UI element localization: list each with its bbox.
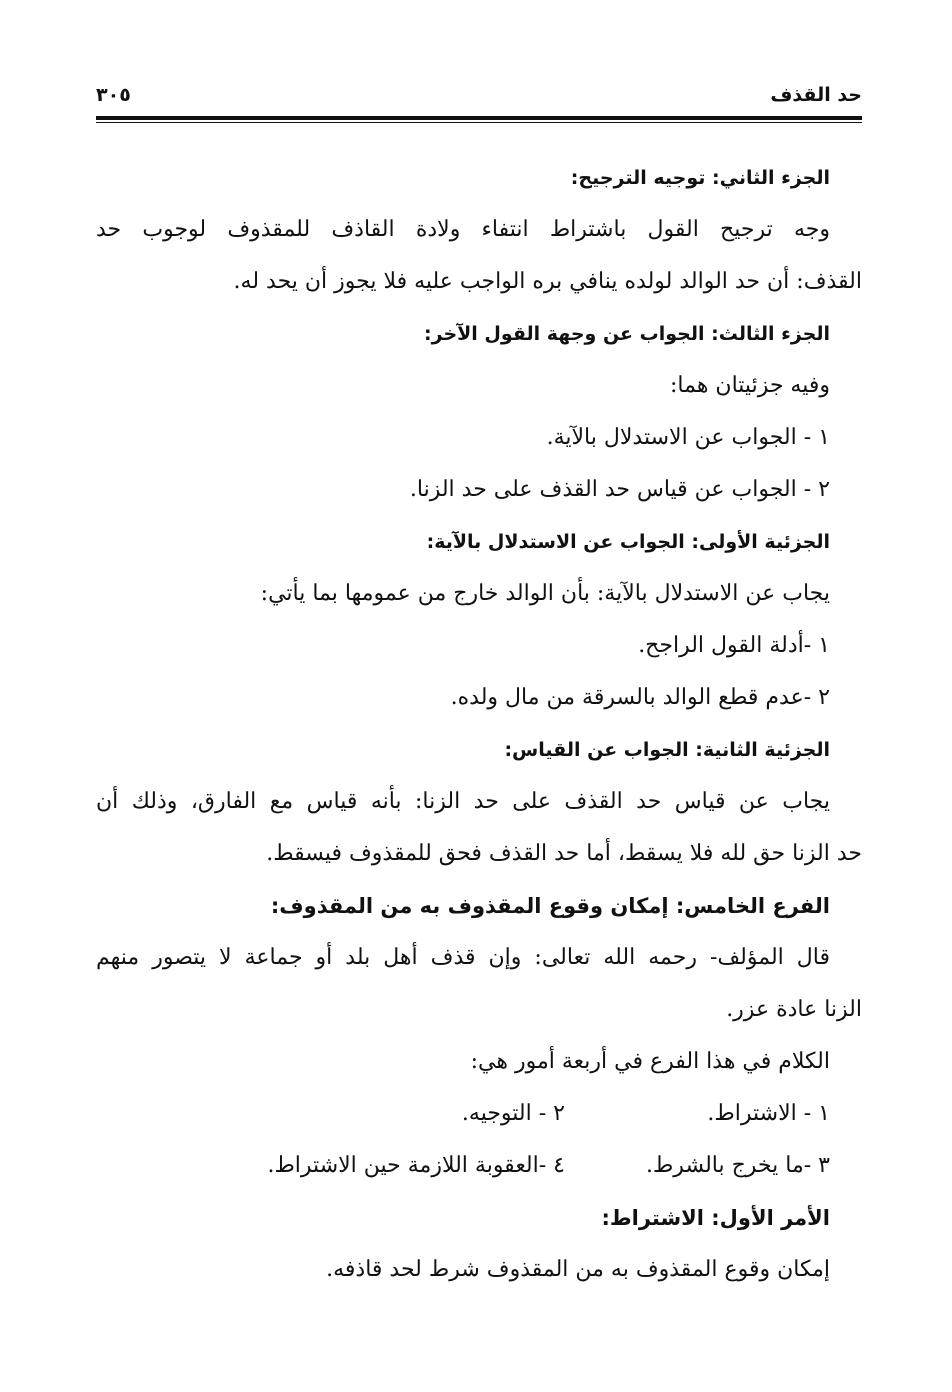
header-rule-thick	[96, 116, 862, 120]
paragraph-line: يجاب عن الاستدلال بالآية: بأن الوالد خارج من عمومها بما يأتي:	[260, 581, 830, 606]
section-heading: الجزء الثالث: الجواب عن وجهة القول الآخر:	[424, 323, 830, 345]
paragraph-line: وفيه جزئيتان هما:	[670, 373, 830, 398]
list-item: ٢ - التوجيه.	[461, 1101, 565, 1126]
list-item: ١ -أدلة القول الراجح.	[638, 633, 830, 658]
section-heading: الجزئية الأولى: الجواب عن الاستدلال بالآية:	[426, 531, 830, 553]
list-item: ٣ -ما يخرج بالشرط.	[645, 1153, 830, 1178]
paragraph-line: الكلام في هذا الفرع في أربعة أمور هي:	[470, 1049, 830, 1074]
list-row	[96, 1140, 862, 1192]
paragraph-line: وجه ترجيح القول باشتراط انتفاء ولادة القاذف للمقذوف لوجوب حد	[96, 217, 830, 242]
paragraph-line: يجاب عن قياس حد القذف على حد الزنا: بأنه قياس مع الفارق، وذلك أن	[96, 789, 830, 814]
paragraph-line: الزنا عادة عزر.	[726, 997, 862, 1022]
page-number: ٣٠٥	[96, 84, 131, 106]
paragraph-line: قال المؤلف- رحمه الله تعالى: وإن قذف أهل بلد أو جماعة لا يتصور منهم	[96, 945, 830, 970]
branch-heading: الفرع الخامس: إمكان وقوع المقذوف به من المقذوف:	[270, 894, 830, 918]
paragraph-line: حد الزنا حق لله فلا يسقط، أما حد القذف فحق للمقذوف فيسقط.	[266, 841, 862, 866]
header-title: حد القذف	[770, 84, 862, 106]
section-heading: الجزئية الثانية: الجواب عن القياس:	[504, 739, 830, 761]
section-heading: الأمر الأول: الاشتراط:	[601, 1206, 830, 1230]
paragraph-line: القذف: أن حد الوالد لولده ينافي بره الواجب عليه فلا يجوز أن يحد له.	[233, 269, 862, 294]
list-item: ٤ -العقوبة اللازمة حين الاشتراط.	[267, 1153, 565, 1178]
running-header	[96, 84, 862, 114]
list-row	[96, 1088, 862, 1140]
paragraph-line: إمكان وقوع المقذوف به من المقذوف شرط لحد قاذفه.	[326, 1257, 830, 1282]
header-rule-thin	[96, 122, 862, 123]
list-item: ١ - الاشتراط.	[707, 1101, 830, 1126]
list-item: ٢ - الجواب عن قياس حد القذف على حد الزنا.	[409, 477, 830, 502]
list-item: ١ - الجواب عن الاستدلال بالآية.	[546, 425, 830, 450]
section-heading: الجزء الثاني: توجيه الترجيح:	[570, 167, 830, 189]
list-item: ٢ -عدم قطع الوالد بالسرقة من مال ولده.	[450, 685, 830, 710]
page-body	[96, 152, 862, 1296]
